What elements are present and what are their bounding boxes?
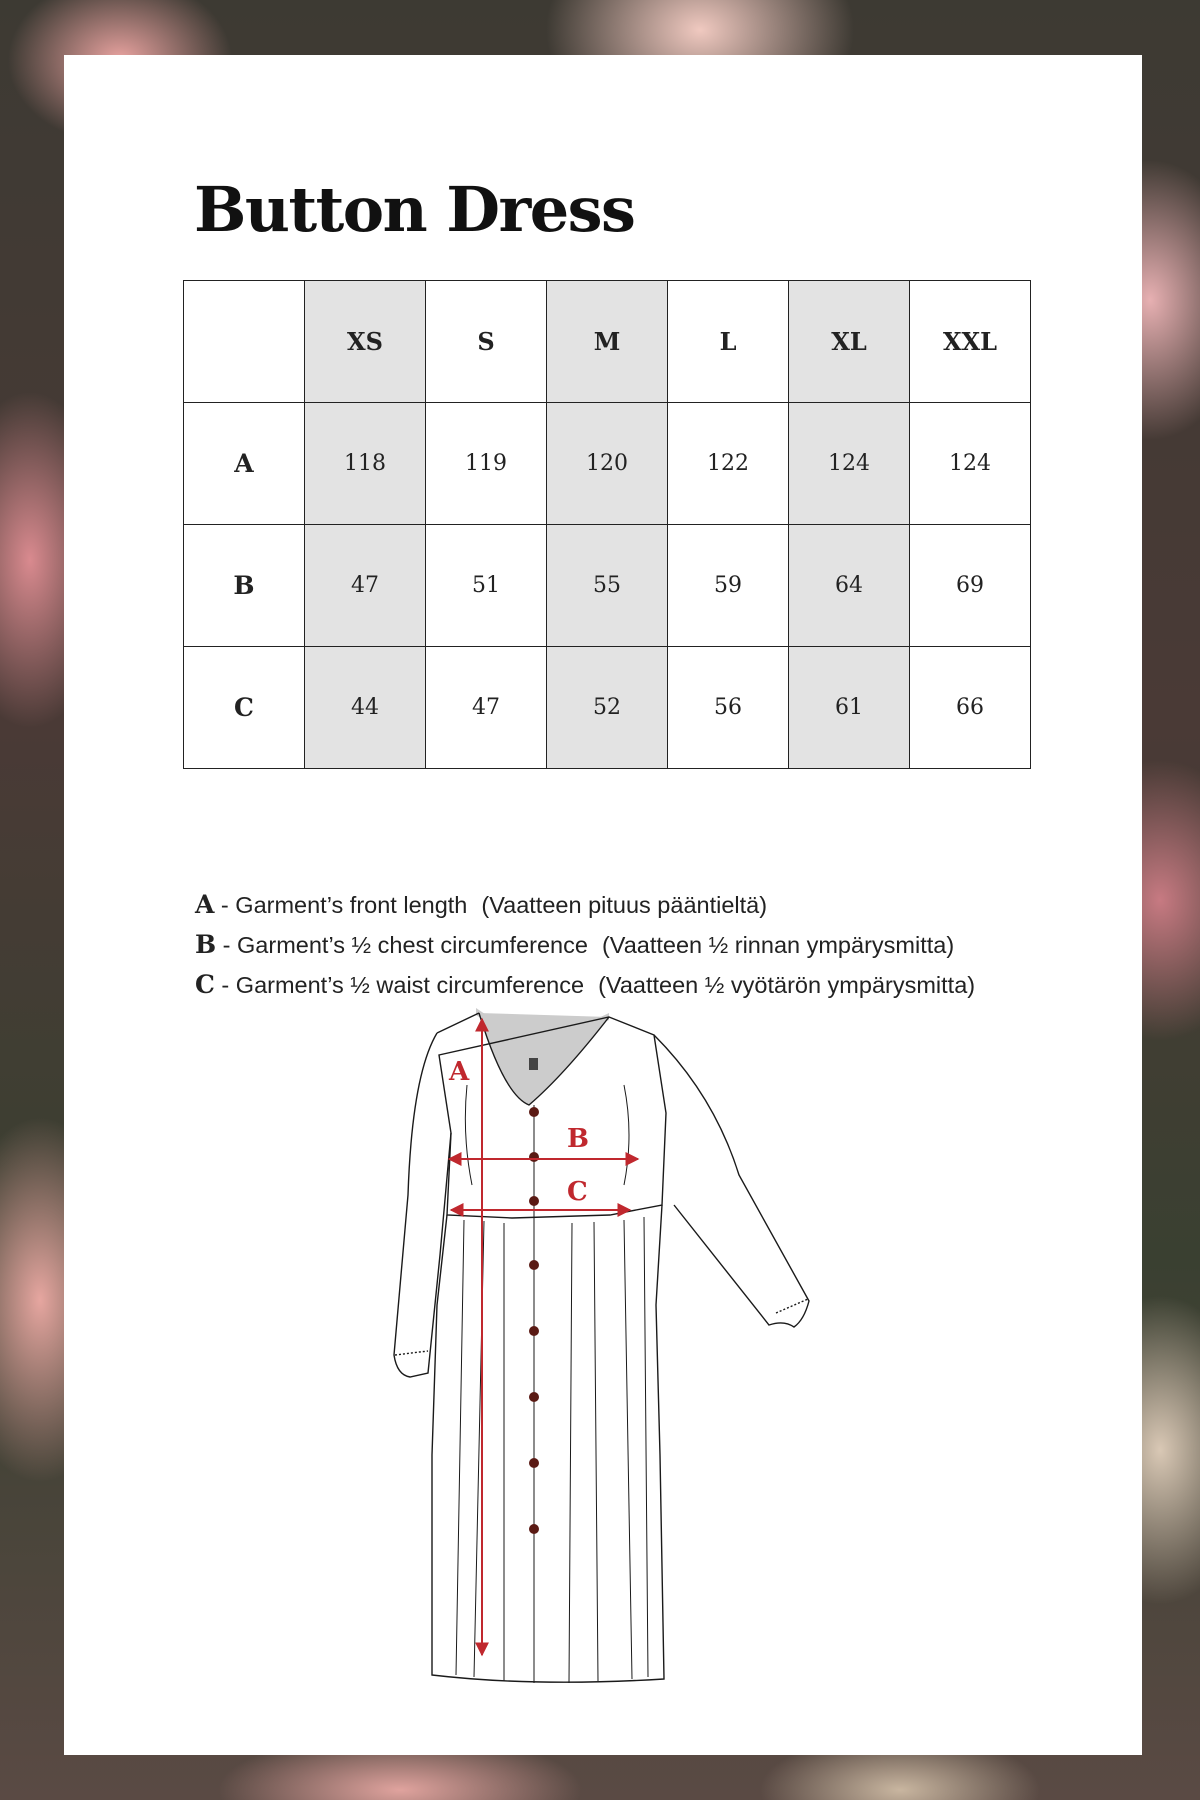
table-cell: 118 (305, 403, 426, 525)
size-header-s: S (426, 281, 547, 403)
measure-label-a: A (449, 1057, 470, 1087)
table-cell: 47 (426, 647, 547, 769)
legend-text-fi: (Vaatteen pituus pääntieltä) (481, 892, 768, 918)
measure-label-b: B (567, 1124, 589, 1154)
label-tag-icon (529, 1058, 538, 1070)
table-cell: 124 (910, 403, 1031, 525)
table-cell: 44 (305, 647, 426, 769)
table-cell: 55 (547, 525, 668, 647)
table-cell: 59 (668, 525, 789, 647)
table-cell: 119 (426, 403, 547, 525)
size-header-l: L (668, 281, 789, 403)
table-cell: 69 (910, 525, 1031, 647)
button-icon (529, 1458, 539, 1468)
button-icon (529, 1196, 539, 1206)
table-cell: 51 (426, 525, 547, 647)
right-cuff (776, 1299, 808, 1313)
dress-diagram (64, 55, 1142, 1755)
size-header-xs: XS (305, 281, 426, 403)
page-title: Button Dress (194, 173, 635, 246)
row-label-c: C (184, 647, 305, 769)
dress-outline (394, 1008, 809, 1683)
table-cell: 124 (789, 403, 910, 525)
skirt-outline (432, 1205, 664, 1682)
left-cuff (395, 1351, 428, 1355)
size-guide-card (64, 55, 1142, 1755)
left-sleeve (394, 1033, 451, 1377)
legend-text-en: Garment’s ½ waist circumference (235, 972, 585, 998)
button-icon (529, 1107, 539, 1117)
button-icon (529, 1260, 539, 1270)
size-header-m: M (547, 281, 668, 403)
table-cell: 52 (547, 647, 668, 769)
button-icon (529, 1152, 539, 1162)
table-cell: 64 (789, 525, 910, 647)
legend-separator: - (216, 932, 238, 958)
table-cell: 66 (910, 647, 1031, 769)
table-cell: 120 (547, 403, 668, 525)
legend-text-fi: (Vaatteen ½ rinnan ympärysmitta) (601, 932, 955, 958)
size-header-xl: XL (789, 281, 910, 403)
button-icon (529, 1326, 539, 1336)
row-label-b: B (184, 525, 305, 647)
row-label-a: A (184, 403, 305, 525)
size-header-xxl: XXL (910, 281, 1031, 403)
button-icon (529, 1524, 539, 1534)
legend-key-b: B (195, 930, 217, 959)
legend-text-en: Garment’s ½ chest circumference (237, 932, 588, 958)
legend-separator: - (214, 892, 236, 918)
table-cell: 122 (668, 403, 789, 525)
button-icon (529, 1392, 539, 1402)
skirt-pleats (456, 1217, 648, 1683)
measurement-lines (449, 1019, 638, 1655)
legend-key-a: A (195, 890, 215, 919)
table-cell: 56 (668, 647, 789, 769)
measure-label-c: C (567, 1177, 588, 1207)
right-sleeve (654, 1035, 809, 1327)
legend-key-c: C (195, 970, 215, 999)
neck-opening (479, 1013, 609, 1105)
legend-text-en: Garment’s front length (235, 892, 468, 918)
legend-text-fi: (Vaatteen ½ vyötärön ympärysmitta) (598, 972, 976, 998)
bodice-darts (465, 1085, 629, 1185)
table-cell: 47 (305, 525, 426, 647)
table-cell: 61 (789, 647, 910, 769)
legend-separator: - (214, 972, 236, 998)
